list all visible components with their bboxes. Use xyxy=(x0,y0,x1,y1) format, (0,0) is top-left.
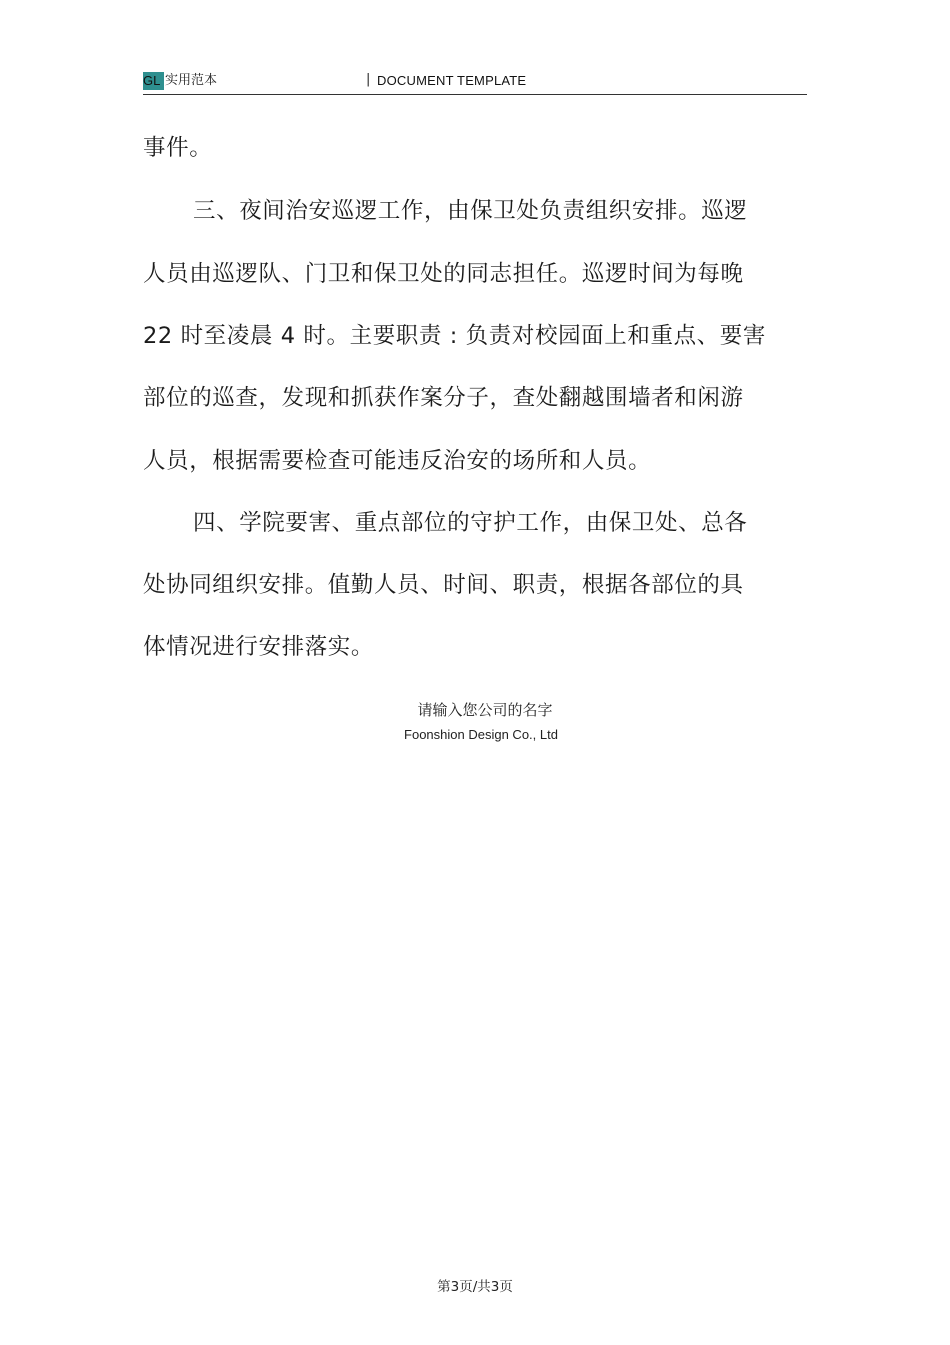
body-line: 人员，根据需要检查可能违反治安的场所和人员。 xyxy=(143,448,652,474)
body-line: 22 时至凌晨 4 时。主要职责 : 负责对校园面上和重点、要害 xyxy=(143,323,766,349)
header-title-cn: 实用范本 xyxy=(165,73,218,88)
body-line: 三、夜间治安巡逻工作，由保卫处负责组织安排。巡逻 xyxy=(193,198,748,224)
header-title-en: DOCUMENT TEMPLATE xyxy=(377,73,527,88)
logo-text: GL xyxy=(143,73,161,88)
body-line: 处协同组织安排。值勤人员、时间、职责，根据各部位的具 xyxy=(143,572,744,598)
body-line: 四、学院要害、重点部位的守护工作，由保卫处、总各 xyxy=(193,510,748,536)
body-line: 人员由巡逻队、门卫和保卫处的同志担任。巡逻时间为每晚 xyxy=(143,261,744,287)
page-number: 第3页/共3页 xyxy=(437,1279,513,1295)
body-line: 事件。 xyxy=(143,135,213,161)
body-line: 体情况进行安排落实。 xyxy=(143,634,375,660)
company-name-en: Foonshion Design Co., Ltd xyxy=(404,727,558,742)
header-separator: | xyxy=(366,72,371,87)
body-line: 部位的巡查，发现和抓获作案分子，查处翻越围墙者和闲游 xyxy=(143,385,744,411)
page-header xyxy=(143,70,807,95)
company-name-cn: 请输入您公司的名字 xyxy=(417,701,553,719)
